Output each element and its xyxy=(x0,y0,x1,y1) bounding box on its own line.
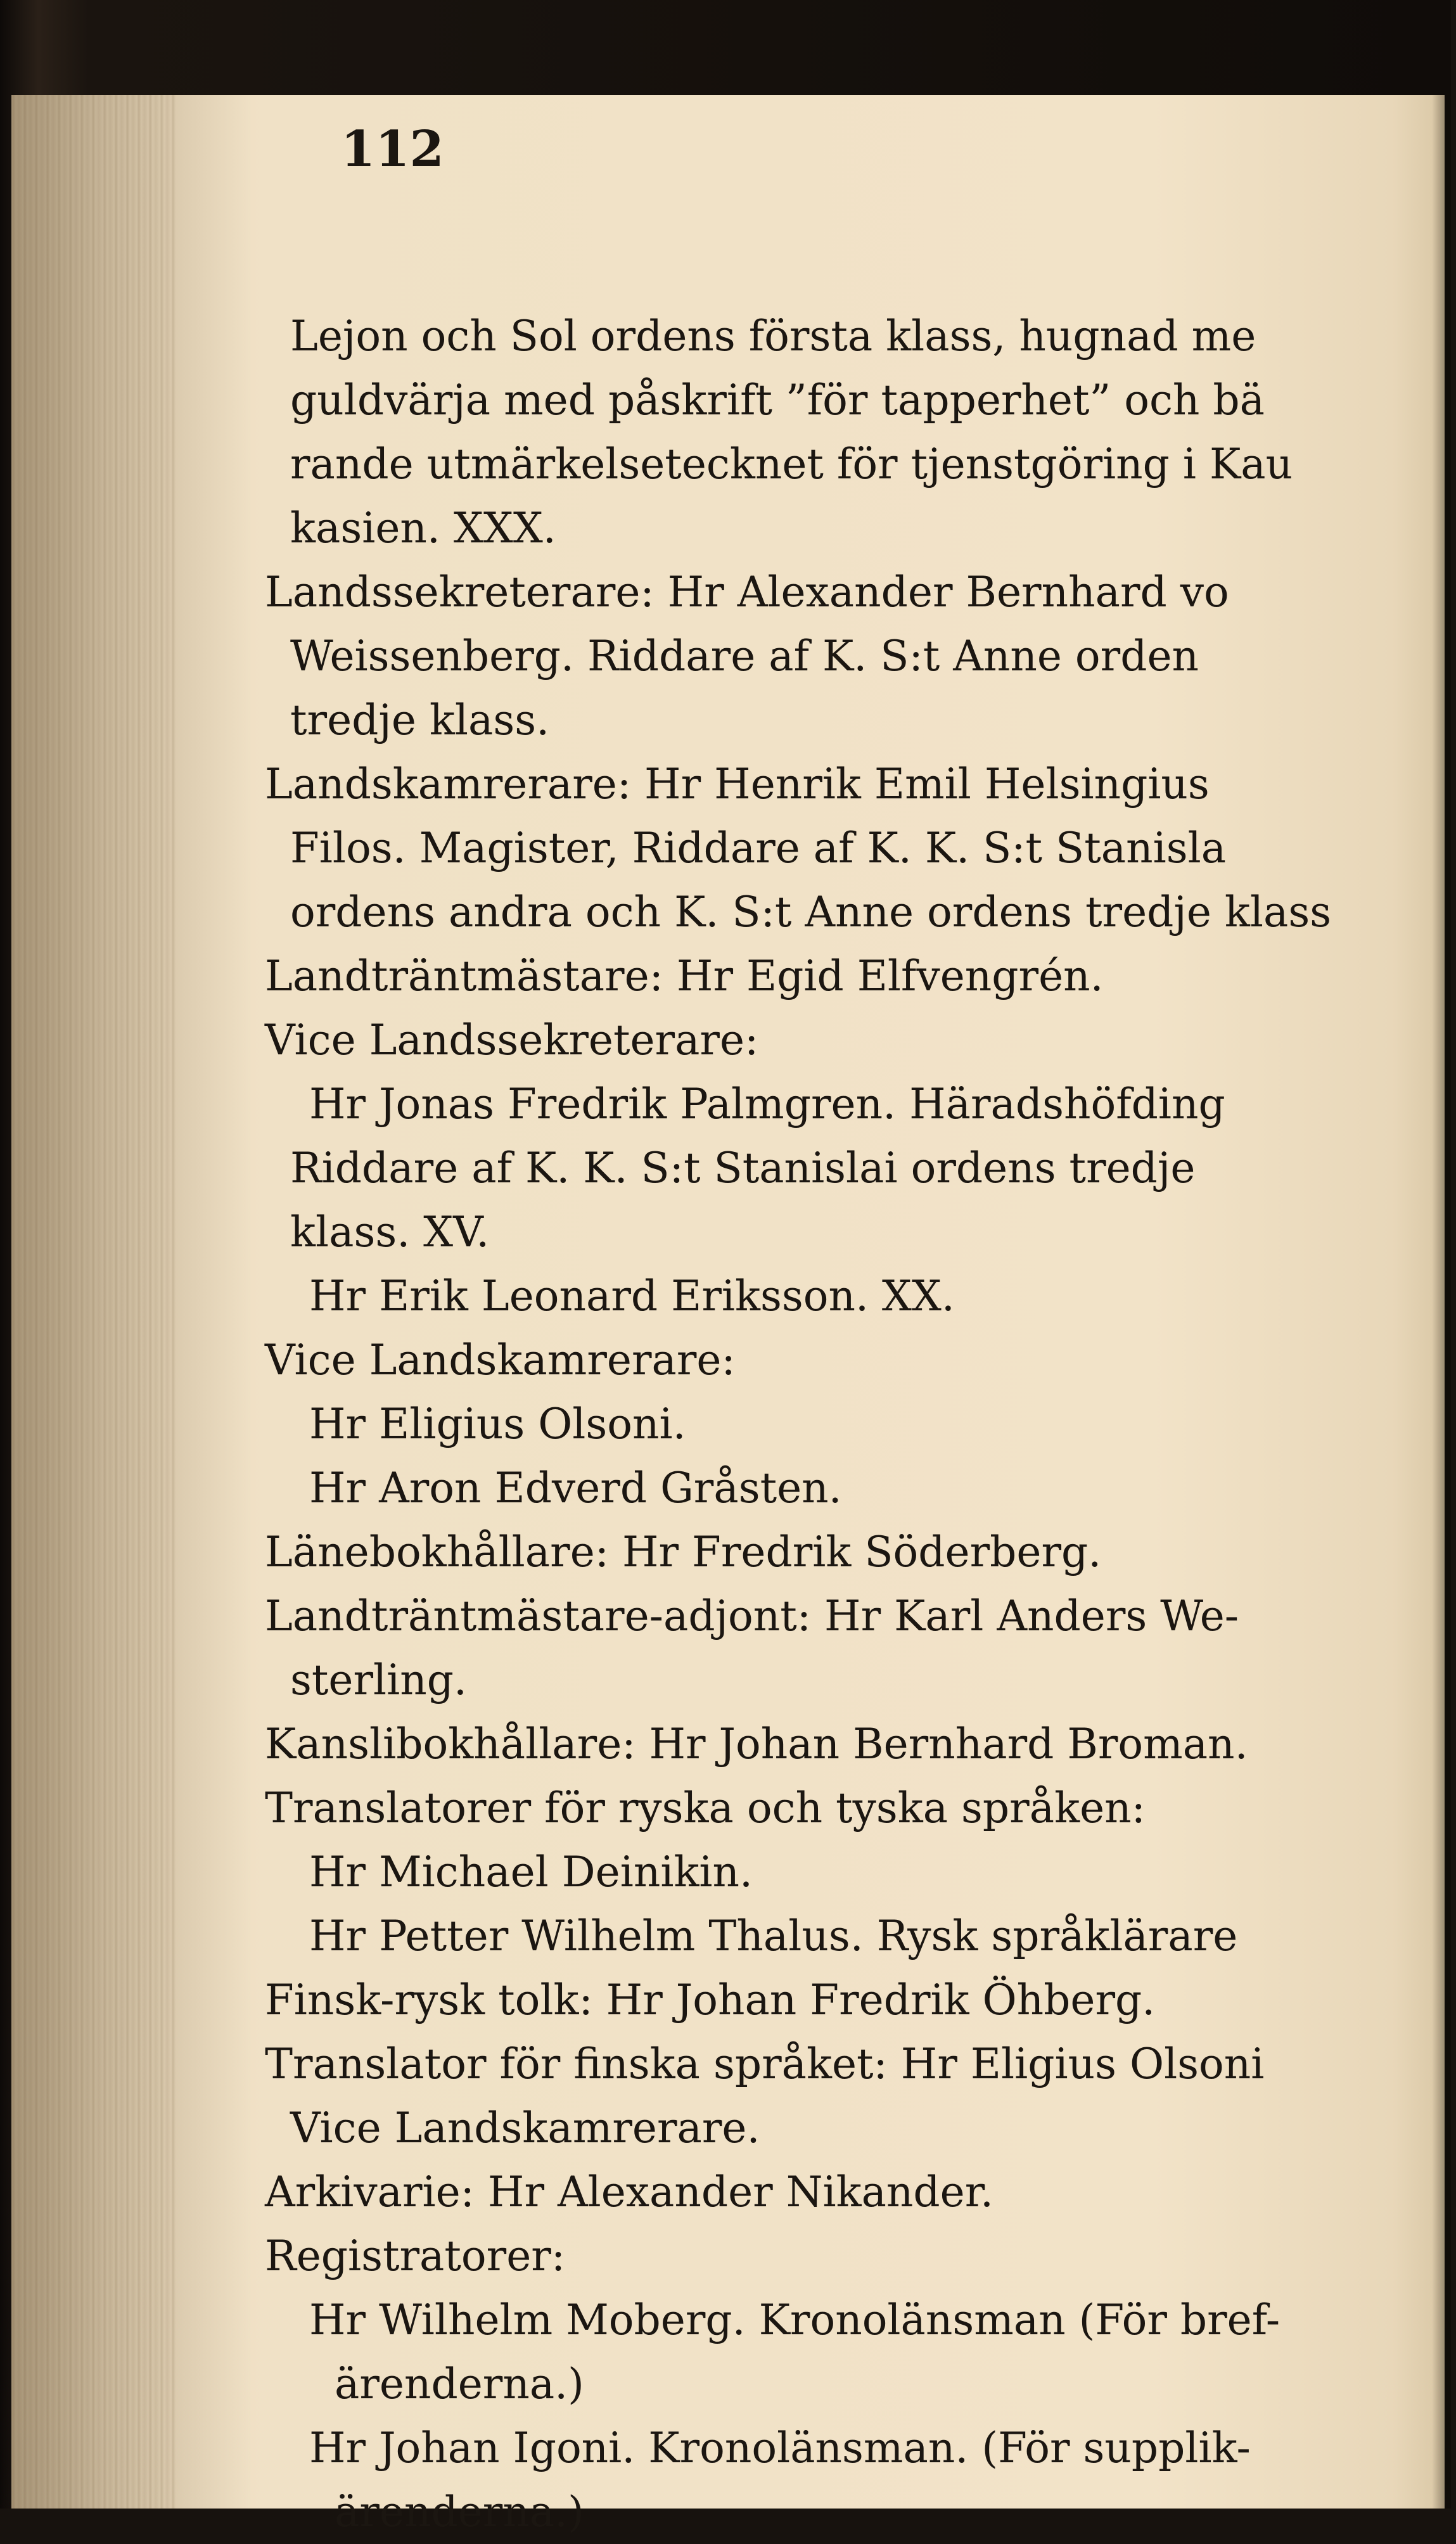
text-line: Hr Erik Leonard Eriksson. XX. xyxy=(309,1272,955,1320)
text-line: Vice Landssekreterare: xyxy=(265,1016,759,1064)
text-line: Translator för finska språket: Hr Eligius Olsoni xyxy=(265,2040,1265,2088)
text-line: Länebokhållare: Hr Fredrik Söderberg. xyxy=(265,1528,1102,1576)
text-line: Landskamrerare: Hr Henrik Emil Helsingius xyxy=(265,760,1210,809)
text-line: Vice Landskamrerare: xyxy=(265,1336,736,1384)
text-line: Hr Eligius Olsoni. xyxy=(309,1400,686,1448)
text-line: guldvärja med påskrift ”för tapperhet” och bä xyxy=(290,376,1265,425)
text-line: Lejon och Sol ordens första klass, hugnad me xyxy=(290,312,1256,361)
page-text-block xyxy=(265,304,1456,2544)
text-line: Riddare af K. K. S:t Stanislai ordens tredje xyxy=(290,1144,1196,1192)
text-line: Translatorer för ryska och tyska språken: xyxy=(265,1784,1146,1832)
text-line: sterling. xyxy=(290,1656,467,1704)
text-line: kasien. XXX. xyxy=(290,504,556,553)
text-line: Landträntmästare-adjont: Hr Karl Anders We- xyxy=(265,1592,1239,1640)
page-number: 112 xyxy=(341,120,444,178)
text-line: Hr Johan Igoni. Kronolänsman. (För supplik- xyxy=(309,2424,1251,2472)
book-page xyxy=(11,95,1445,2536)
text-line: Vice Landskamrerare. xyxy=(290,2104,760,2152)
text-line: Landträntmästare: Hr Egid Elfvengrén. xyxy=(265,952,1104,1000)
text-line: ärenderna.) xyxy=(335,2488,584,2536)
text-line: Weissenberg. Riddare af K. S:t Anne orden xyxy=(290,632,1199,681)
text-line: Hr Jonas Fredrik Palmgren. Häradshöfding xyxy=(309,1080,1225,1128)
text-line: klass. XV. xyxy=(290,1208,490,1256)
text-line: Filos. Magister, Riddare af K. K. S:t Stanisla xyxy=(290,824,1227,873)
text-line: ordens andra och K. S:t Anne ordens tredje klass xyxy=(290,888,1332,936)
text-line: Hr Michael Deinikin. xyxy=(309,1848,753,1896)
text-line: Hr Aron Edverd Gråsten. xyxy=(309,1464,842,1512)
text-line: Hr Petter Wilhelm Thalus. Rysk språklärare xyxy=(309,1912,1238,1960)
text-line: Landssekreterare: Hr Alexander Bernhard vo xyxy=(265,568,1229,617)
text-line: Hr Wilhelm Moberg. Kronolänsman (För bref- xyxy=(309,2296,1280,2344)
text-line: Kanslibokhållare: Hr Johan Bernhard Broman. xyxy=(265,1720,1248,1768)
text-line: Registratorer: xyxy=(265,2232,566,2280)
text-line: Arkivarie: Hr Alexander Nikander. xyxy=(265,2168,994,2216)
text-line: ärenderna.) xyxy=(335,2360,584,2408)
text-line: Finsk-rysk tolk: Hr Johan Fredrik Öhberg. xyxy=(265,1976,1156,2024)
page-gutter-shadow xyxy=(11,95,252,2509)
text-line: rande utmärkelsetecknet för tjenstgöring i Kau xyxy=(290,440,1293,489)
text-line: tredje klass. xyxy=(290,696,550,745)
